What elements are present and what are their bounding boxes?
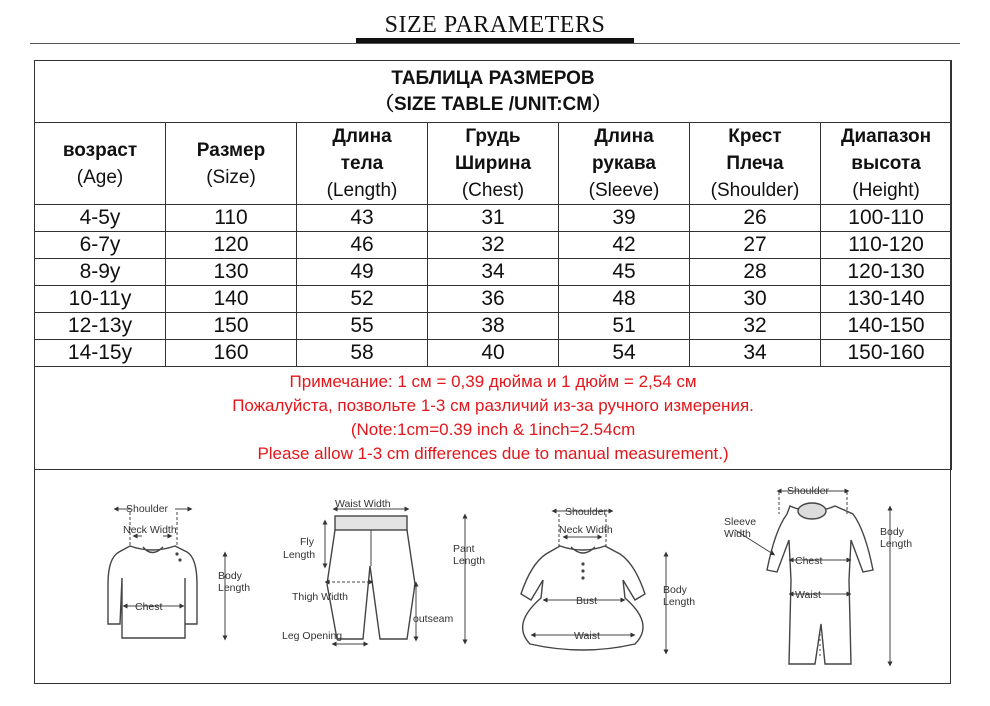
table-cell: 120 xyxy=(166,232,297,259)
table-cell: 140-150 xyxy=(821,313,952,340)
table-cell: 10-11y xyxy=(35,286,166,313)
shirt-label-body-length-2: Length xyxy=(218,582,251,594)
table-cell: 27 xyxy=(690,232,821,259)
romper-label-sleeve-2: Width xyxy=(724,528,751,540)
col-header-en: (Chest) xyxy=(461,180,525,201)
dress-label-body-length-1: Body xyxy=(663,584,687,596)
table-cell: 14-15y xyxy=(35,340,166,367)
table-cell: 49 xyxy=(297,259,428,286)
shirt-label-shoulder: Shoulder xyxy=(126,503,169,515)
dress-label-waist: Waist xyxy=(574,630,600,642)
header-banner xyxy=(0,0,990,56)
table-cell: 100-110 xyxy=(821,205,952,232)
table-cell: 34 xyxy=(428,259,559,286)
note-line: Please allow 1-3 cm differences due to manual measurement.) xyxy=(257,444,729,463)
col-header-height xyxy=(821,123,952,205)
col-header-ru: Длина xyxy=(594,126,654,147)
col-header-en: (Age) xyxy=(76,166,124,188)
pants-label-leg-opening: Leg Opening xyxy=(282,630,343,642)
table-cell: 55 xyxy=(297,313,428,340)
romper-label-waist: Waist xyxy=(795,589,821,601)
col-header-ru: Грудь xyxy=(465,126,521,147)
table-cell: 38 xyxy=(428,313,559,340)
note-line: (Note:1cm=0.39 inch & 1inch=2.54cm xyxy=(350,420,636,439)
table-cell: 31 xyxy=(428,205,559,232)
table-cell: 30 xyxy=(690,286,821,313)
col-header-ru-2: тела xyxy=(340,153,384,174)
table-cell: 42 xyxy=(559,232,690,259)
shirt-outline xyxy=(108,546,197,638)
col-header-en: (Size) xyxy=(206,166,256,188)
table-cell: 54 xyxy=(559,340,690,367)
table-cell: 160 xyxy=(166,340,297,367)
romper-label-body-length-1: Body xyxy=(880,526,904,538)
table-cell: 4-5y xyxy=(35,205,166,232)
col-header-en: (Height) xyxy=(852,180,920,201)
dress-label-shoulder: Shoulder xyxy=(565,506,608,518)
col-header-chest xyxy=(428,123,559,205)
table-row xyxy=(35,340,952,367)
table-cell: 28 xyxy=(690,259,821,286)
romper-label-chest: Chest xyxy=(795,555,823,567)
table-cell: 48 xyxy=(559,286,690,313)
pants-label-outseam: outseam xyxy=(413,613,454,625)
table-cell: 130-140 xyxy=(821,286,952,313)
table-cell: 120-130 xyxy=(821,259,952,286)
col-header-age xyxy=(35,123,166,205)
romper-label-shoulder: Shoulder xyxy=(787,485,830,497)
page-title: SIZE PARAMETERS xyxy=(384,12,606,38)
table-cell: 40 xyxy=(428,340,559,367)
col-header-shoulder xyxy=(690,123,821,205)
col-header-ru-2: Ширина xyxy=(454,153,532,174)
table-title-ru: ТАБЛИЦА РАЗМЕРОВ xyxy=(391,67,595,89)
table-cell: 32 xyxy=(428,232,559,259)
table-cell: 150 xyxy=(166,313,297,340)
table-cell: 34 xyxy=(690,340,821,367)
col-header-en: (Shoulder) xyxy=(710,180,800,201)
table-title xyxy=(35,61,952,123)
table-cell: 8-9y xyxy=(35,259,166,286)
shirt-label-neck-width: Neck Width xyxy=(123,524,177,536)
dress-label-bust: Bust xyxy=(576,595,598,607)
header-divider xyxy=(30,43,960,44)
dress-label-body-length-2: Length xyxy=(663,596,696,608)
pants-label-thigh-width: Thigh Width xyxy=(292,591,349,603)
col-header-size xyxy=(166,123,297,205)
col-header-ru: Крест xyxy=(728,126,782,147)
table-row xyxy=(35,286,952,313)
table-row xyxy=(35,205,952,232)
pants-label-pant-length-2: Length xyxy=(453,555,486,567)
table-cell: 130 xyxy=(166,259,297,286)
col-header-sleeve xyxy=(559,123,690,205)
table-cell: 6-7y xyxy=(35,232,166,259)
table-cell: 26 xyxy=(690,205,821,232)
col-header-ru: Длина xyxy=(332,126,392,147)
romper-label-body-length-2: Length xyxy=(880,538,913,550)
col-header-ru-2: Плеча xyxy=(726,153,784,174)
table-cell: 45 xyxy=(559,259,690,286)
table-header-row xyxy=(35,123,952,205)
col-header-en: (Sleeve) xyxy=(588,180,660,201)
table-row xyxy=(35,313,952,340)
table-cell: 36 xyxy=(428,286,559,313)
table-cell: 58 xyxy=(297,340,428,367)
romper-label-sleeve-1: Sleeve xyxy=(724,516,757,528)
pants-label-fly-1: Fly xyxy=(300,536,314,548)
shirt-label-body-length-1: Body xyxy=(218,570,242,582)
measurement-note xyxy=(35,367,952,470)
col-header-ru: возраст xyxy=(62,139,138,161)
table-cell: 52 xyxy=(297,286,428,313)
table-cell: 51 xyxy=(559,313,690,340)
col-header-ru-2: рукава xyxy=(592,153,656,174)
note-line: Пожалуйста, позвольте 1-3 см различий из-за ручного измерения. xyxy=(232,396,754,415)
table-cell: 32 xyxy=(690,313,821,340)
col-header-length xyxy=(297,123,428,205)
garment-diagrams-svg xyxy=(35,474,950,682)
measurement-illustrations xyxy=(35,474,950,682)
col-header-ru-2: высота xyxy=(851,153,921,174)
table-title-en: （SIZE TABLE /UNIT:CM） xyxy=(374,93,612,115)
table-row xyxy=(35,232,952,259)
pants-label-fly-2: Length xyxy=(283,549,316,561)
col-header-en: (Length) xyxy=(326,180,398,201)
table-cell: 110-120 xyxy=(821,232,952,259)
table-cell: 46 xyxy=(297,232,428,259)
col-header-ru: Размер xyxy=(196,139,266,161)
shirt-label-chest: Chest xyxy=(135,601,163,613)
table-row xyxy=(35,259,952,286)
dress-label-neck-width: Neck Width xyxy=(559,524,613,536)
table-cell: 110 xyxy=(166,205,297,232)
table-cell: 43 xyxy=(297,205,428,232)
table-cell: 12-13y xyxy=(35,313,166,340)
col-header-ru: Диапазон xyxy=(840,126,932,147)
size-table xyxy=(34,60,952,470)
pants-label-pant-length-1: Pant xyxy=(453,543,475,555)
note-line: Примечание: 1 см = 0,39 дюйма и 1 дюйм = 2,54 см xyxy=(289,372,697,391)
pants-label-waist-width: Waist Width xyxy=(335,498,391,510)
table-cell: 39 xyxy=(559,205,690,232)
title-underline-bar xyxy=(356,38,634,43)
table-cell: 140 xyxy=(166,286,297,313)
table-cell: 150-160 xyxy=(821,340,952,367)
romper-diagram xyxy=(735,491,890,664)
